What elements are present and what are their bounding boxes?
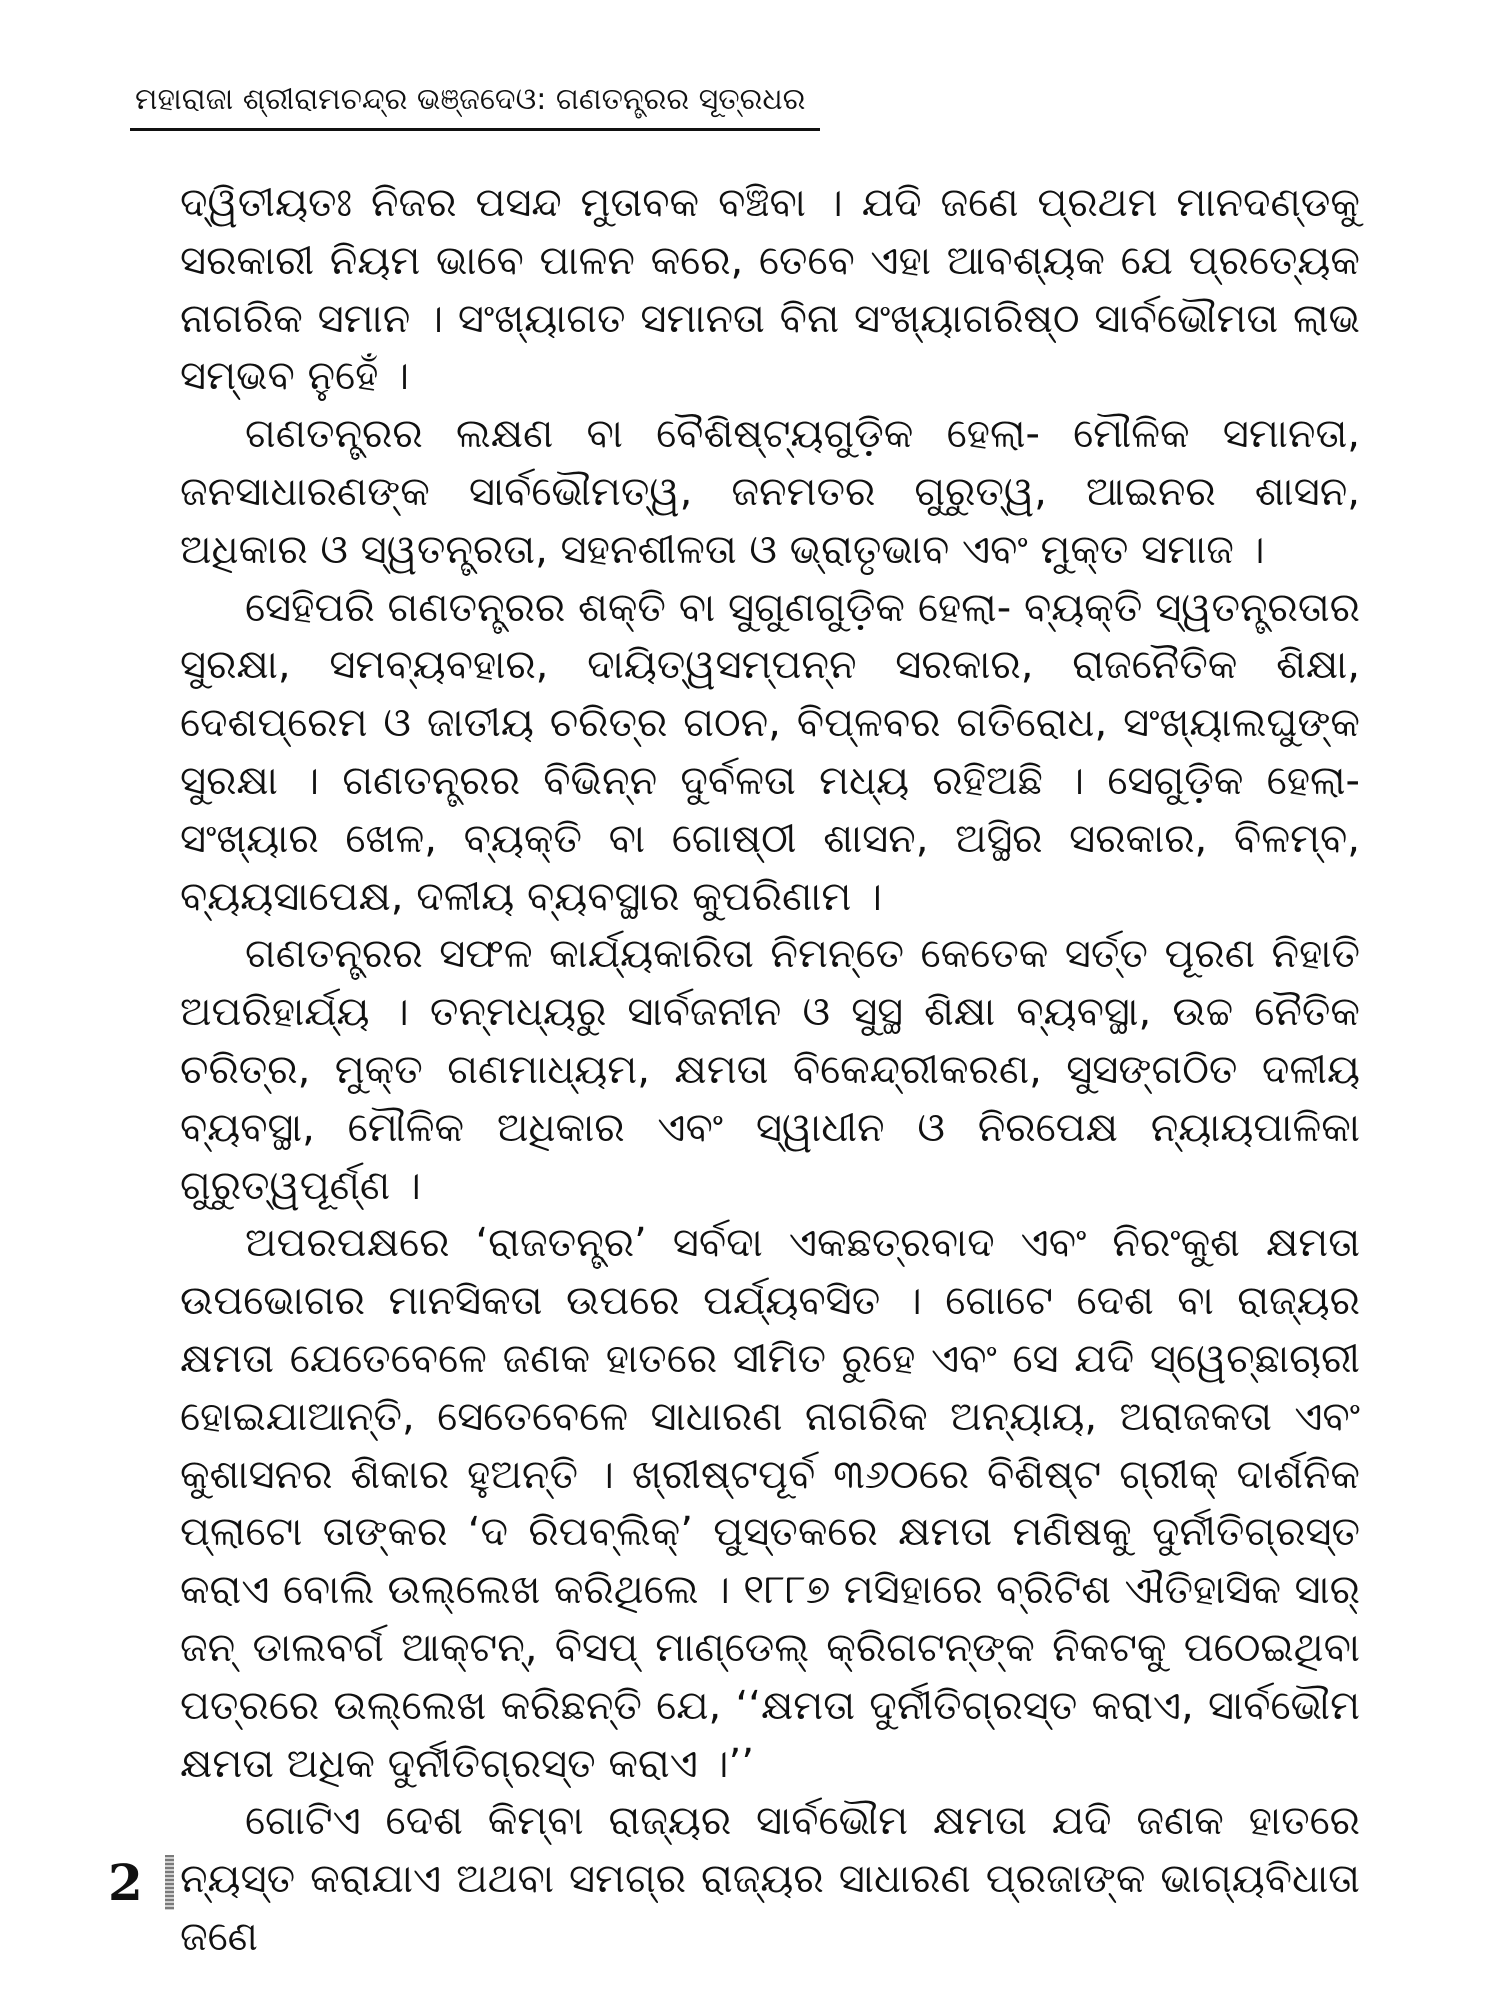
margin-mark xyxy=(165,1855,174,1910)
page-number: 2 xyxy=(108,1853,143,1912)
header-rule xyxy=(130,128,820,131)
paragraph: ଅପରପକ୍ଷରେ ‘ରାଜତନ୍ତ୍ର’ ସର୍ବଦା ଏକଛତ୍ରବାଦ ଏବଂ ନିରଂକୁଶ କ୍ଷମତା ଉପଭୋଗର ମାନସିକତା ଉପରେ ପର୍ଯ୍ୟବସିତ । ଗୋଟେ ଦେଶ ବା ରାଜ୍ୟର କ୍ଷମତା ଯେତେବେଳେ ଜଣକ ହାତରେ ସୀମିତ ରୁହେ ଏବଂ ସେ ଯଦି ସ୍ୱେଚ୍ଛାଚାରୀ ହୋଇଯାଆନ୍ତି, ସେତେବେଳେ ସାଧାରଣ ନାଗରିକ ଅନ୍ୟାୟ, ଅରାଜକତା ଏବଂ କୁଶାସନର ଶିକାର ହୁଅନ୍ତି । ଖ୍ରୀଷ୍ଟପୂର୍ବ ୩୬୦ରେ ବିଶିଷ୍ଟ ଗ୍ରୀକ୍ ଦାର୍ଶନିକ ପ୍ଲାଟୋ ତାଙ୍କର ‘ଦ ରିପବ୍ଲିକ୍’ ପୁସ୍ତକରେ କ୍ଷମତା ମଣିଷକୁ ଦୁର୍ନୀତିଗ୍ରସ୍ତ କରାଏ ବୋଲି ଉଲ୍ଲେଖ କରିଥିଲେ । ୧୮୮୭ ମସିହାରେ ବ୍ରିଟିଶ ଐତିହାସିକ ସାର୍ ଜନ୍ ଡାଲବର୍ଗ ଆକ୍ଟନ୍, ବିସପ୍ ମାଣ୍ଡେଲ୍ କ୍ରିଗଟନ୍‌ଙ୍କ ନିକଟକୁ ପଠେଇଥିବା ପତ୍ରରେ ଉଲ୍ଲେଖ କରିଛନ୍ତି ଯେ, ‘‘କ୍ଷମତା ଦୁର୍ନୀତିଗ୍ରସ୍ତ କରାଏ, ସାର୍ବଭୌମ କ୍ଷମତା ଅଧିକ ଦୁର୍ନୀତିଗ୍ରସ୍ତ କରାଏ ।’’ xyxy=(180,1220,1360,1787)
paragraph: ସେହିପରି ଗଣତନ୍ତ୍ରର ଶକ୍ତି ବା ସୁଗୁଣଗୁଡ଼ିକ ହେଲା- ବ୍ୟକ୍ତି ସ୍ୱତନ୍ତ୍ରତାର ସୁରକ୍ଷା, ସମବ୍ୟବହାର, ଦାୟିତ୍ୱସମ୍ପନ୍ନ ସରକାର, ରାଜନୈତିକ ଶିକ୍ଷା, ଦେଶପ୍ରେମ ଓ ଜାତୀୟ ଚରିତ୍ର ଗଠନ, ବିପ୍ଳବର ଗତିରୋଧ, ସଂଖ୍ୟାଲଘୁଙ୍କ ସୁରକ୍ଷା । ଗଣତନ୍ତ୍ରର ବିଭିନ୍ନ ଦୁର୍ବଳତା ମଧ୍ୟ ରହିଅଛି । ସେଗୁଡ଼ିକ ହେଲା- ସଂଖ୍ୟାର ଖେଳ, ବ୍ୟକ୍ତି ବା ଗୋଷ୍ଠୀ ଶାସନ, ଅସ୍ଥିର ସରକାର, ବିଳମ୍ବ, ବ୍ୟୟସାପେକ୍ଷ, ଦଳୀୟ ବ୍ୟବସ୍ଥାର କୁପରିଣାମ । xyxy=(180,584,1360,920)
paragraph: ଗଣତନ୍ତ୍ରର ଲକ୍ଷଣ ବା ବୈଶିଷ୍ଟ୍ୟଗୁଡ଼ିକ ହେଲା- ମୌଳିକ ସମାନତା, ଜନସାଧାରଣଙ୍କ ସାର୍ବଭୌମତ୍ୱ, ଜନମତର ଗୁରୁତ୍ୱ, ଆଇନର ଶାସନ, ଅଧିକାର ଓ ସ୍ୱତନ୍ତ୍ରତା, ସହନଶୀଳତା ଓ ଭ୍ରାତୃଭାବ ଏବଂ ମୁକ୍ତ ସମାଜ । xyxy=(180,411,1360,573)
body-text xyxy=(180,175,1360,1960)
paragraph: ଦ୍ୱିତୀୟତଃ ନିଜର ପସନ୍ଦ ମୁତାବକ ବଞ୍ଚିବା । ଯଦି ଜଣେ ପ୍ରଥମ ମାନଦଣ୍ଡକୁ ସରକାରୀ ନିୟମ ଭାବେ ପାଳନ କରେ, ତେବେ ଏହା ଆବଶ୍ୟକ ଯେ ପ୍ରତ୍ୟେକ ନାଗରିକ ସମାନ । ସଂଖ୍ୟାଗତ ସମାନତା ବିନା ସଂଖ୍ୟାଗରିଷ୍ଠ ସାର୍ବଭୌମତା ଲାଭ ସମ୍ଭବ ନୁହେଁ । xyxy=(180,180,1360,400)
running-header: ମହାରାଜା ଶ୍ରୀରାମଚନ୍ଦ୍ର ଭଞ୍ଜଦେଓ: ଗଣତନ୍ତ୍ରର ସୂତ୍ରଧର xyxy=(135,82,806,117)
paragraph: ଗୋଟିଏ ଦେଶ କିମ୍ବା ରାଜ୍ୟର ସାର୍ବଭୌମ କ୍ଷମତା ଯଦି ଜଣକ ହାତରେ ନ୍ୟସ୍ତ କରାଯାଏ ଅଥବା ସମଗ୍ର ରାଜ୍ୟର ସାଧାରଣ ପ୍ରଜାଙ୍କ ଭାଗ୍ୟବିଧାତା ଜଣେ xyxy=(180,1798,1360,1960)
paragraph: ଗଣତନ୍ତ୍ରର ସଫଳ କାର୍ଯ୍ୟକାରିତା ନିମନ୍ତେ କେତେକ ସର୍ତ୍ତ ପୂରଣ ନିହାତି ଅପରିହାର୍ଯ୍ୟ । ତନ୍ମଧ୍ୟରୁ ସାର୍ବଜନୀନ ଓ ସୁସ୍ଥ ଶିକ୍ଷା ବ୍ୟବସ୍ଥା, ଉଚ୍ଚ ନୈତିକ ଚରିତ୍ର, ମୁକ୍ତ ଗଣମାଧ୍ୟମ, କ୍ଷମତା ବିକେନ୍ଦ୍ରୀକରଣ, ସୁସଙ୍ଗଠିତ ଦଳୀୟ ବ୍ୟବସ୍ଥା, ମୌଳିକ ଅଧିକାର ଏବଂ ସ୍ୱାଧୀନ ଓ ନିରପେକ୍ଷ ନ୍ୟାୟପାଳିକା ଗୁରୁତ୍ୱପୂର୍ଣ୍ଣ । xyxy=(180,931,1360,1209)
